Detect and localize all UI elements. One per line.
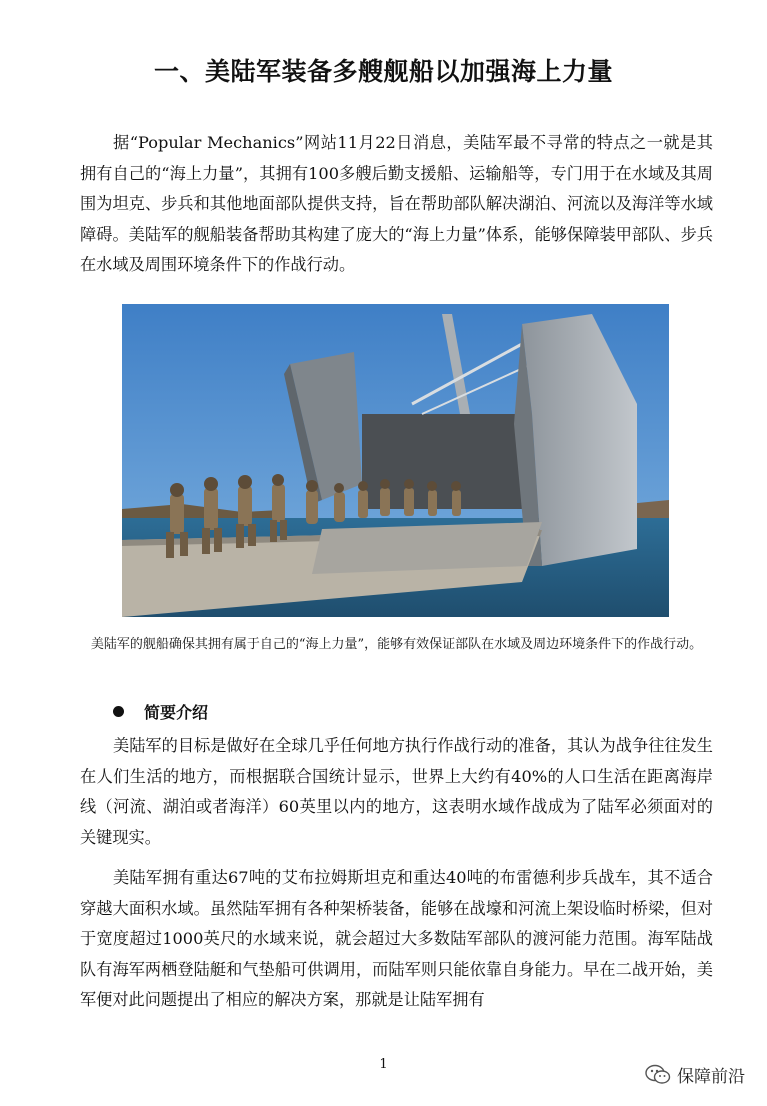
bullet-icon	[113, 706, 124, 717]
ship-photo	[122, 304, 669, 617]
page-title: 一、美陆军装备多艘舰船以加强海上力量	[153, 57, 613, 86]
section-heading	[113, 700, 208, 723]
watermark-text: 保障前沿	[677, 1067, 745, 1087]
wechat-icon	[645, 1064, 671, 1091]
section-heading-text: 简要介绍	[144, 703, 209, 722]
paragraph-goal: 美陆军的目标是做好在全球几乎任何地方执行作战行动的准备，其认为战争往往发生在人们生活的地方，而根据联合国统计显示，世界上大约有40%的人口生活在距离海岸线（河流、湖泊或者海洋）60英里以内的地方，这表明水域作战成为了陆军必须面对的关键现实。	[80, 736, 713, 847]
watermark-brand	[645, 1062, 745, 1091]
paragraph-equipment: 美陆军拥有重达67吨的艾布拉姆斯坦克和重达40吨的布雷德利步兵战车，其不适合穿越大面积水域。虽然陆军拥有各种架桥装备，能够在战壕和河流上架设临时桥梁，但对于宽度超过1000英尺的水域来说，就会超过大多数陆军部队的渡河能力范围。海军陆战队有海军两栖登陆艇和气垫船可供调用，而陆军则只能依靠自身能力。早在二战开始，美军便对此问题提出了相应的解决方案，那就是让陆军拥有	[80, 868, 713, 1010]
page-number: 1	[379, 1057, 388, 1072]
paragraph-intro: 据“Popular Mechanics”网站11月22日消息，美陆军最不寻常的特点之一就是其拥有自己的“海上力量”，其拥有100多艘后勤支援船、运输船等，专门用于在水域及其周围为坦克、步兵和其他地面部队提供支持，旨在帮助部队解决湖泊、河流以及海洋等水域障碍。美陆军的舰船装备帮助其构建了庞大的“海上力量”体系，能够保障装甲部队、步兵在水域及周围环境条件下的作战行动。	[80, 133, 713, 275]
figure-caption: 美陆军的舰船确保其拥有属于自己的“海上力量”，能够有效保证部队在水域及周边环境条件下的作战行动。	[90, 637, 703, 652]
